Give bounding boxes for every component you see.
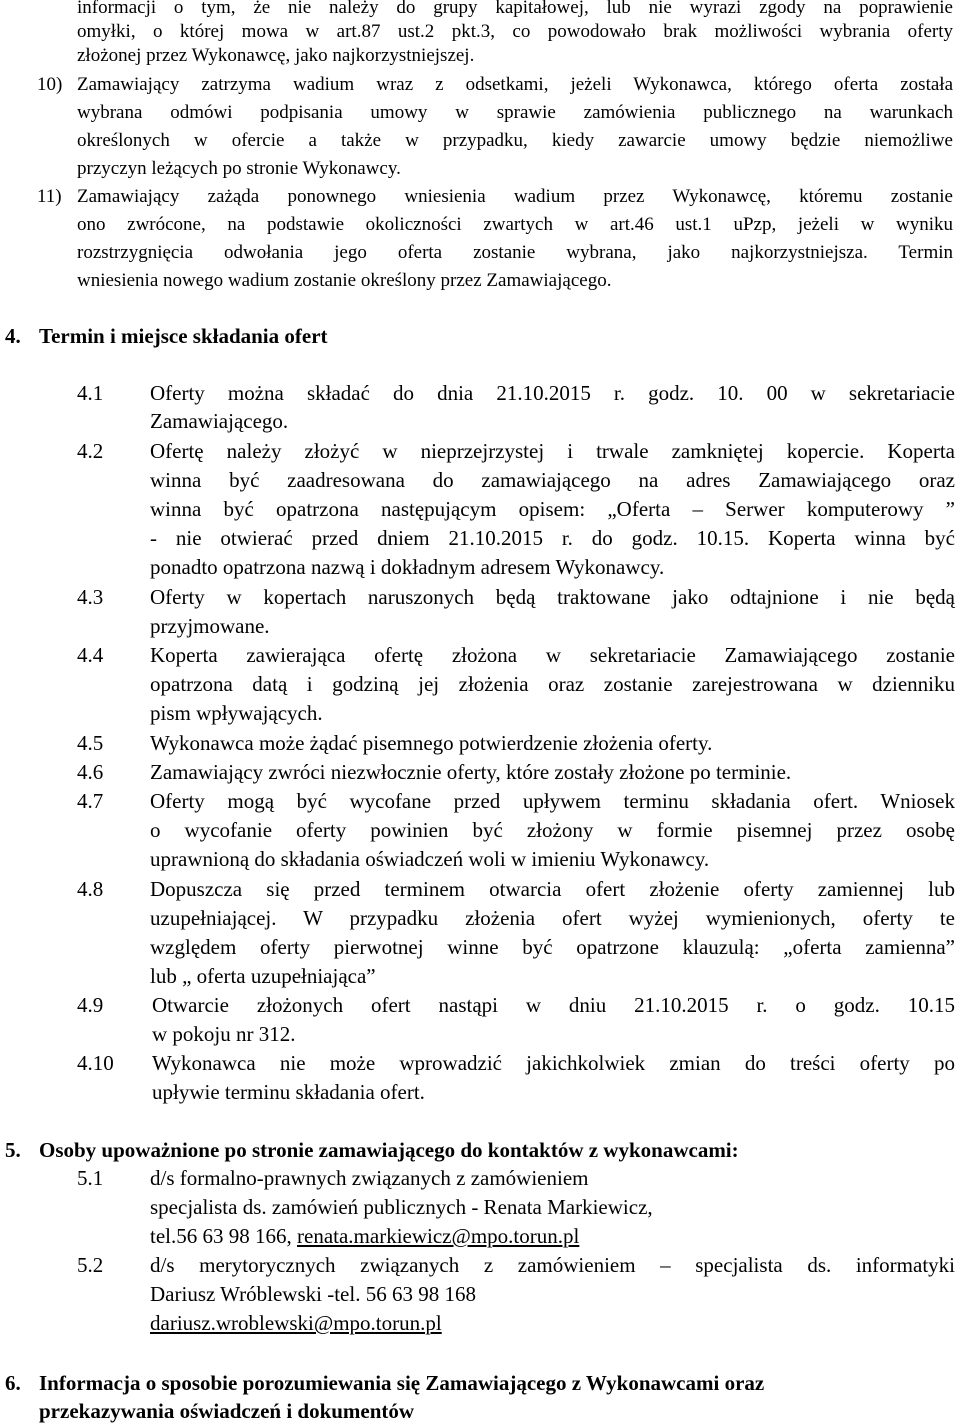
section-6-title-line-1: Informacja o sposobie porozumiewania się Zamawiającego z Wykonawcami oraz [39, 1371, 765, 1395]
item-4-7-number: 4.7 [77, 789, 104, 813]
item-4-1-line-1: Oferty można składać do dnia 21.10.2015 r. godz. 10. 00 w sekretariacie [150, 381, 955, 405]
item-4-3-line-2: przyjmowane. [150, 614, 270, 638]
item-4-9-number: 4.9 [77, 993, 104, 1017]
item-4-4-line-3: pism wpływających. [150, 701, 323, 725]
item-4-2-line-1: Ofertę należy złożyć w nieprzejrzystej i trwale zamkniętej kopercie. Koperta [150, 439, 955, 463]
item-4-3-line-1: Oferty w kopertach naruszonych będą traktowane jako odtajnione i nie będą [150, 585, 955, 609]
item-5-1-line-2: specjalista ds. zamówień publicznych - Renata Markiewicz, [150, 1195, 653, 1219]
item-4-10-line-2: upływie terminu składania ofert. [152, 1080, 425, 1104]
item-4-7-line-2: o wycofanie oferty powinien być złożony w formie pisemnej przez osobę [150, 818, 955, 842]
item-11-number: 11) [37, 186, 62, 207]
item-11-line-1: Zamawiający zażąda ponownego wniesienia wadium przez Wykonawcę, któremu zostanie [77, 186, 953, 207]
item-4-2-line-4: - nie otwierać przed dniem 21.10.2015 r. do godz. 10.15. Koperta winna być [150, 526, 955, 550]
intro-line-1: informacji o tym, że nie należy do grupy kapitałowej, lub nie wyrazi zgody na poprawienie [77, 0, 953, 18]
item-10-line-4: przyczyn leżących po stronie Wykonawcy. [77, 158, 401, 179]
section-4-title: Termin i miejsce składania ofert [39, 324, 328, 348]
item-4-6-number: 4.6 [77, 760, 104, 784]
item-5-1-line-3 [150, 1223, 579, 1249]
item-4-5-number: 4.5 [77, 731, 104, 755]
section-5-title: Osoby upoważnione po stronie zamawiającego do kontaktów z wykonawcami: [39, 1138, 739, 1162]
item-4-8-line-2: uzupełniającej. W przypadku złożenia ofert wyżej wymienionych, oferty te [150, 906, 955, 930]
item-10-line-2: wybrana odmówi podpisania umowy w sprawie zamówienia publicznego na warunkach [77, 102, 953, 123]
item-4-10-line-1: Wykonawca nie może wprowadzić jakichkolwiek zmian do treści oferty po [152, 1051, 955, 1075]
item-11-line-2: ono zwrócone, na podstawie okoliczności zwartych w art.46 ust.1 uPzp, jeżeli w wyniku [77, 214, 953, 235]
item-4-3-number: 4.3 [77, 585, 104, 609]
item-4-5-line-1: Wykonawca może żądać pisemnego potwierdzenie złożenia oferty. [150, 731, 713, 755]
section-6-number: 6. [5, 1371, 21, 1395]
intro-line-3: złożonej przez Wykonawcę, jako najkorzystniejszej. [77, 45, 475, 66]
item-4-6-line-1: Zamawiający zwróci niezwłocznie oferty, które zostały złożone po terminie. [150, 760, 792, 784]
item-4-2-line-5: ponadto opatrzona nazwą i dokładnym adresem Wykonawcy. [150, 555, 665, 579]
item-4-10-number: 4.10 [77, 1051, 114, 1075]
item-4-8-line-1: Dopuszcza się przed terminem otwarcia ofert złożenie oferty zamiennej lub [150, 877, 955, 901]
item-4-1-number: 4.1 [77, 381, 104, 405]
item-10-number: 10) [37, 74, 63, 95]
email-link-renata[interactable]: renata.markiewicz@mpo.torun.pl [297, 1224, 580, 1248]
phone-text: tel.56 63 98 166, [150, 1224, 297, 1248]
item-4-2-line-3: winna być opatrzona następującym opisem: „Oferta – Serwer komputerowy ” [150, 497, 955, 521]
item-11-line-4: wniesienia nowego wadium zostanie określony przez Zamawiającego. [77, 270, 612, 291]
intro-line-2: omyłki, o której mowa w art.87 ust.2 pkt.3, co powodowało brak możliwości wybrania oferty [77, 21, 953, 42]
item-4-9-line-1: Otwarcie złożonych ofert nastąpi w dniu 21.10.2015 r. o godz. 10.15 [152, 993, 955, 1017]
item-5-1-line-1: d/s formalno-prawnych związanych z zamówieniem [150, 1166, 589, 1190]
section-6-title-line-2: przekazywania oświadczeń i dokumentów [39, 1399, 415, 1423]
item-4-8-line-3: względem oferty pierwotnej winne być opatrzone klauzulą: „oferta zamienna” [150, 935, 955, 959]
item-4-8-line-4: lub „ oferta uzupełniająca” [150, 964, 376, 988]
item-4-4-line-2: opatrzona datą i godziną jej złożenia oraz zostanie zarejestrowana w dzienniku [150, 672, 955, 696]
item-4-8-number: 4.8 [77, 877, 104, 901]
item-10-line-3: określonych w ofercie a także w przypadku, kiedy zawarcie umowy będzie niemożliwe [77, 130, 953, 151]
item-4-7-line-1: Oferty mogą być wycofane przed upływem terminu składania ofert. Wniosek [150, 789, 955, 813]
item-4-2-number: 4.2 [77, 439, 104, 463]
item-5-1-number: 5.1 [77, 1166, 104, 1190]
item-10-line-1: Zamawiający zatrzyma wadium wraz z odsetkami, jeżeli Wykonawca, którego oferta została [77, 74, 953, 95]
section-4-number: 4. [5, 324, 21, 348]
item-5-2-line-1: d/s merytorycznych związanych z zamówieniem – specjalista ds. informatyki [150, 1253, 955, 1277]
section-5-number: 5. [5, 1138, 21, 1162]
item-4-1-line-2: Zamawiającego. [150, 409, 289, 433]
item-4-9-line-2: w pokoju nr 312. [152, 1022, 296, 1046]
item-4-2-line-2: winna być zaadresowana do zamawiającego na adres Zamawiającego oraz [150, 468, 955, 492]
item-5-2-line-2: Dariusz Wróblewski -tel. 56 63 98 168 [150, 1282, 476, 1306]
item-4-4-line-1: Koperta zawierająca ofertę złożona w sekretariacie Zamawiającego zostanie [150, 643, 955, 667]
item-4-7-line-3: uprawnioną do składania oświadczeń woli w imieniu Wykonawcy. [150, 847, 710, 871]
email-link-dariusz[interactable]: dariusz.wroblewski@mpo.torun.pl [150, 1311, 442, 1335]
item-4-4-number: 4.4 [77, 643, 104, 667]
item-11-line-3: rozstrzygnięcia odwołania jego oferta zostanie wybrana, jako najkorzystniejsza. Termin [77, 242, 953, 263]
item-5-2-number: 5.2 [77, 1253, 104, 1277]
